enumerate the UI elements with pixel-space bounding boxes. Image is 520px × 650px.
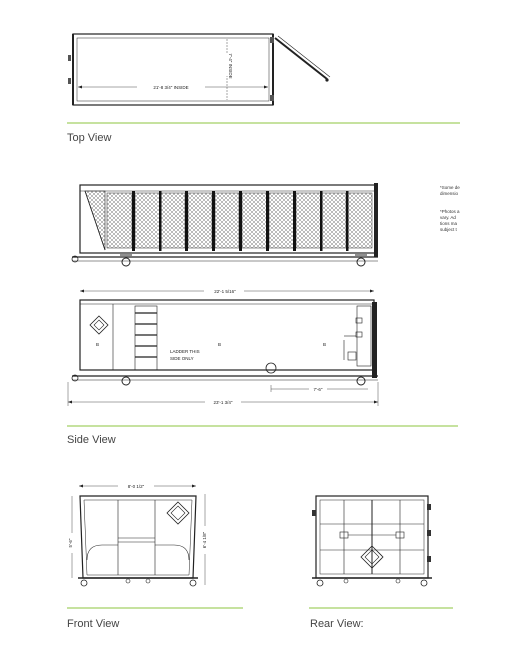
side-note-line2: dimensio bbox=[440, 191, 459, 196]
top-view-drawing bbox=[68, 34, 330, 105]
front-view-left-height-dim: 5'-6" bbox=[68, 538, 73, 548]
side-note-line6: subject t bbox=[440, 227, 457, 232]
side-view-overall-length-dim: 23'-1 3/4" bbox=[213, 400, 233, 405]
front-view-right-height-dim: 6'-4 1/8" bbox=[202, 531, 207, 549]
svg-text:B: B bbox=[323, 342, 327, 347]
side-view-solid-drawing bbox=[68, 288, 378, 406]
front-view-caption: Front View bbox=[67, 618, 120, 630]
front-view-drawing bbox=[66, 483, 209, 586]
top-view-caption: Top View bbox=[67, 132, 112, 144]
side-note-line3: *Photos a bbox=[440, 209, 460, 214]
rear-view-drawing bbox=[312, 496, 432, 586]
side-note-line1: *Some de bbox=[440, 185, 460, 190]
rear-view-caption: Rear View: bbox=[310, 618, 364, 630]
side-note-line5: tions ma bbox=[440, 221, 458, 226]
top-view-length-dim: 21'-8 3/4" INSIDE bbox=[153, 85, 189, 90]
svg-text:B: B bbox=[218, 342, 222, 347]
ladder-note-line2: SIDE ONLY bbox=[170, 356, 194, 361]
ladder-note-line1: LADDER THIS bbox=[170, 349, 200, 354]
top-view-width-dim: 7'-4" INSIDE bbox=[228, 53, 233, 79]
side-view-top-length-dim: 22'-1 5/16" bbox=[214, 289, 236, 294]
side-view-caption: Side View bbox=[67, 434, 116, 446]
svg-text:B: B bbox=[96, 342, 100, 347]
side-view-mesh-drawing bbox=[72, 183, 378, 266]
side-note bbox=[440, 185, 460, 232]
front-view-width-dim: 8'-0 1/2" bbox=[127, 484, 145, 489]
side-view-small-dim: 7'-6" bbox=[313, 387, 323, 392]
side-note-line4: vary. Ad bbox=[440, 215, 456, 220]
